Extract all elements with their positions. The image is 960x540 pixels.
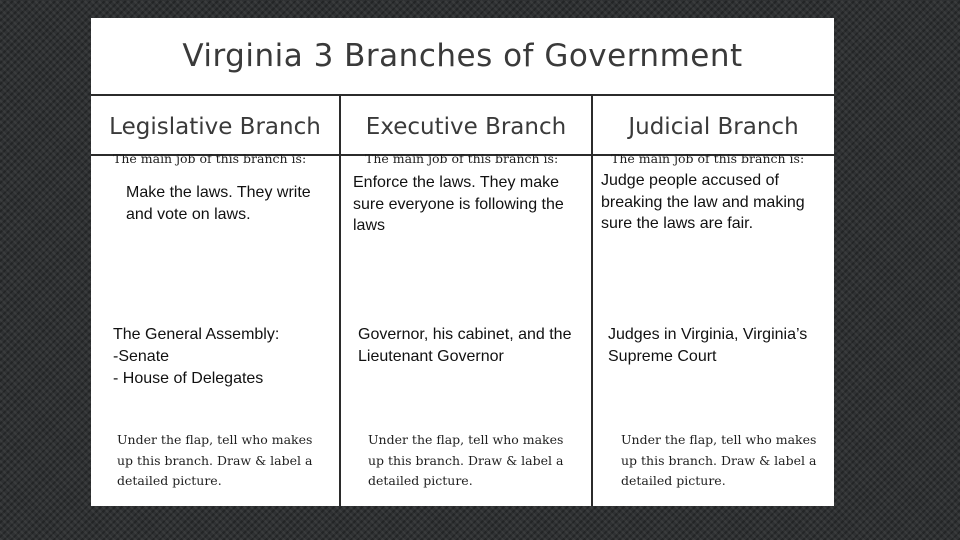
- judicial-job: Judge people accused of breaking the law and making sure the laws are fair.: [601, 172, 805, 232]
- legislative-job: Make the laws. They write and vote on laws.: [126, 184, 311, 223]
- executive-job: Enforce the laws. They make sure everyone is following the laws: [353, 174, 564, 234]
- executive-members: [358, 324, 583, 368]
- page-title: Virginia 3 Branches of Government: [182, 38, 743, 74]
- member-line: The General Assembly:: [113, 326, 280, 343]
- member-line: - House of Delegates: [113, 370, 264, 387]
- worksheet: [91, 18, 834, 506]
- legislative-prompt: The main job of this branch is:: [113, 151, 307, 166]
- divider-line: [591, 96, 593, 506]
- legislative-members: [113, 324, 338, 390]
- executive-header: Executive Branch: [365, 114, 567, 140]
- member-line: -Senate: [113, 348, 170, 365]
- executive-prompt: The main job of this branch is:: [365, 151, 559, 166]
- divider-line: [339, 96, 341, 506]
- executive-note: Under the flap, tell who makes up this branch. Draw & label a detailed picture.: [368, 432, 564, 488]
- judicial-header: Judicial Branch: [628, 114, 799, 140]
- judicial-prompt: The main job of this branch is:: [611, 151, 805, 166]
- legislative-header: Legislative Branch: [109, 114, 321, 140]
- judicial-members: [608, 324, 828, 368]
- member-line: Judges in Virginia, Virginia’s Supreme Court: [608, 326, 808, 365]
- judicial-note: Under the flap, tell who makes up this branch. Draw & label a detailed picture.: [621, 432, 817, 488]
- divider-line: [91, 94, 834, 96]
- member-line: Governor, his cabinet, and the Lieutenant Governor: [358, 326, 572, 365]
- legislative-note: Under the flap, tell who makes up this branch. Draw & label a detailed picture.: [117, 432, 313, 488]
